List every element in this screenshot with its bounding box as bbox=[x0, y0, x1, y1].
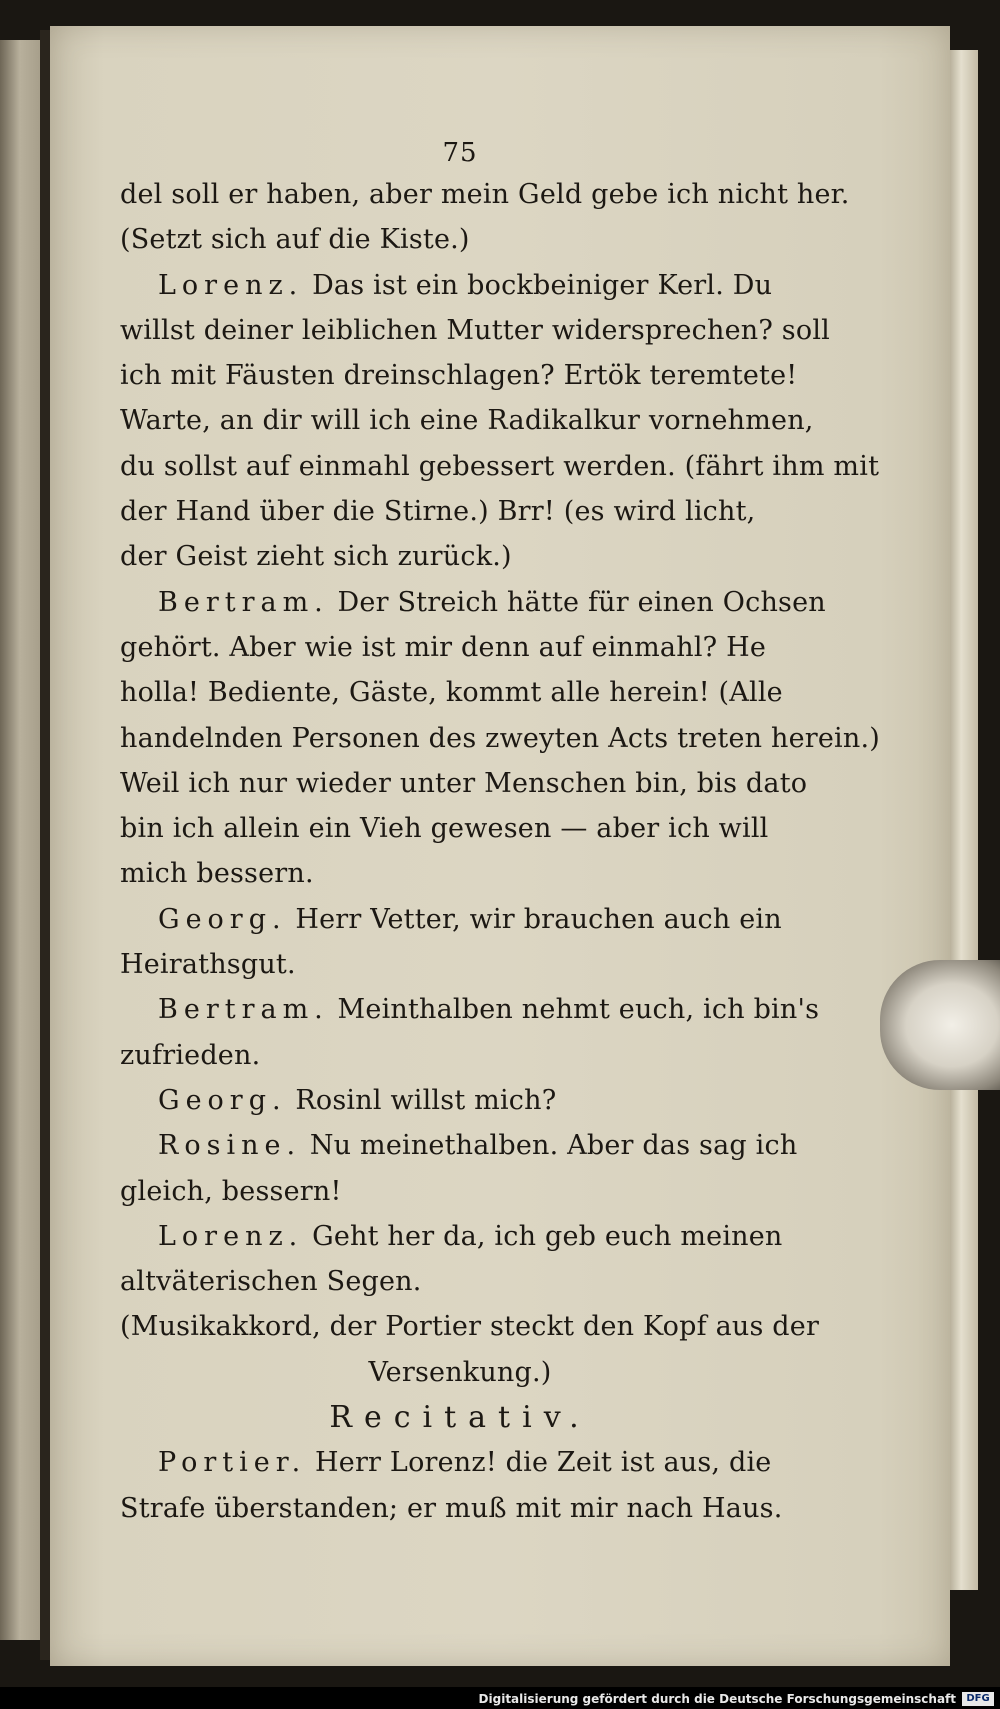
text-line bbox=[120, 1214, 800, 1259]
dfg-logo: DFG bbox=[962, 1692, 994, 1706]
line-text: Herr Vetter, wir brauchen auch ein bbox=[286, 903, 782, 935]
speaker-name: Lorenz. bbox=[158, 1220, 304, 1252]
text-line bbox=[120, 1123, 800, 1168]
text-line bbox=[120, 308, 830, 353]
text-line bbox=[120, 761, 808, 806]
text-line bbox=[120, 263, 800, 308]
text-line bbox=[120, 1440, 800, 1485]
text-line bbox=[120, 1078, 800, 1123]
text-line bbox=[120, 716, 880, 761]
line-text: Versenkung.) bbox=[368, 1356, 552, 1388]
line-text: mich bessern. bbox=[120, 858, 314, 890]
speaker-name: Bertram. bbox=[158, 586, 329, 618]
speaker-name: Rosine. bbox=[158, 1130, 302, 1162]
line-text: der Geist zieht sich zurück.) bbox=[120, 541, 512, 573]
line-text: Warte, an dir will ich eine Radikalkur vornehmen, bbox=[120, 405, 814, 437]
line-text: Das ist ein bockbeiniger Kerl. Du bbox=[303, 269, 773, 301]
text-line bbox=[120, 1486, 800, 1531]
line-text: gehört. Aber wie ist mir denn auf einmahl? He bbox=[120, 631, 767, 663]
text-line bbox=[120, 398, 814, 443]
text-line bbox=[120, 625, 800, 670]
text-line bbox=[120, 172, 850, 217]
line-text: Herr Lorenz! die Zeit ist aus, die bbox=[306, 1447, 772, 1479]
line-text: Geht her da, ich geb euch meinen bbox=[303, 1220, 783, 1252]
page-number: 75 bbox=[442, 138, 478, 168]
footer-credit: Digitalisierung gefördert durch die Deutsche Forschungsgemeinschaft bbox=[478, 1692, 956, 1706]
text-line bbox=[120, 1033, 800, 1078]
line-text: gleich, bessern! bbox=[120, 1175, 342, 1207]
text-line bbox=[120, 851, 800, 896]
text-line bbox=[120, 489, 800, 534]
text-line bbox=[120, 1304, 820, 1349]
section-heading: Recitativ. bbox=[329, 1400, 591, 1436]
speaker-name: Bertram. bbox=[158, 994, 329, 1026]
line-text: handelnden Personen des zweyten Acts treten herein.) bbox=[120, 722, 880, 754]
line-text: du sollst auf einmahl gebessert werden. (fährt ihm mit bbox=[120, 450, 880, 482]
text-line bbox=[120, 1350, 800, 1395]
text-line bbox=[120, 1259, 800, 1304]
text-line bbox=[120, 806, 800, 851]
line-text: Nu meinethalben. Aber das sag ich bbox=[301, 1130, 798, 1162]
speaker-name: Portier. bbox=[158, 1447, 307, 1479]
speaker-name: Georg. bbox=[158, 903, 287, 935]
text-line bbox=[120, 353, 800, 398]
text-line bbox=[120, 987, 820, 1032]
book-gutter bbox=[40, 30, 50, 1660]
text-line bbox=[120, 942, 800, 987]
line-text: altväterischen Segen. bbox=[120, 1266, 422, 1298]
speaker-name: Georg. bbox=[158, 1084, 287, 1116]
line-text: Der Streich hätte für einen Ochsen bbox=[328, 586, 826, 618]
line-text: ich mit Fäusten dreinschlagen? Ertök teremtete! bbox=[120, 360, 798, 392]
line-text: bin ich allein ein Vieh gewesen — aber ich will bbox=[120, 813, 769, 845]
line-text: der Hand über die Stirne.) Brr! (es wird licht, bbox=[120, 496, 756, 528]
text-line bbox=[120, 580, 826, 625]
text-line bbox=[120, 217, 800, 262]
line-text: Weil ich nur wieder unter Menschen bin, bis dato bbox=[120, 767, 808, 799]
page-stack-edge bbox=[950, 50, 978, 1590]
line-text: Strafe überstanden; er muß mit mir nach Haus. bbox=[120, 1492, 783, 1524]
footer-bar bbox=[0, 1687, 1000, 1709]
speaker-name: Lorenz. bbox=[158, 269, 304, 301]
left-page-edge bbox=[0, 40, 44, 1640]
text-line bbox=[120, 897, 800, 942]
line-text: (Musikakkord, der Portier steckt den Kopf aus der bbox=[120, 1311, 820, 1343]
line-text: Heirathsgut. bbox=[120, 949, 296, 981]
text-lines bbox=[120, 172, 880, 1531]
line-text: Meinthalben nehmt euch, ich bin's bbox=[328, 994, 820, 1026]
text-line bbox=[120, 444, 880, 489]
line-text: (Setzt sich auf die Kiste.) bbox=[120, 224, 470, 256]
scanner-clip bbox=[880, 960, 1000, 1090]
page-text bbox=[120, 138, 880, 1531]
line-text: willst deiner leiblichen Mutter widersprechen? soll bbox=[120, 314, 830, 346]
text-line bbox=[120, 670, 800, 715]
text-line bbox=[120, 1169, 800, 1214]
line-text: Rosinl willst mich? bbox=[286, 1084, 557, 1116]
line-text: zufrieden. bbox=[120, 1039, 261, 1071]
text-line bbox=[120, 534, 800, 579]
line-text: del soll er haben, aber mein Geld gebe ich nicht her. bbox=[120, 179, 850, 210]
line-text: holla! Bediente, Gäste, kommt alle herein! (Alle bbox=[120, 677, 783, 709]
